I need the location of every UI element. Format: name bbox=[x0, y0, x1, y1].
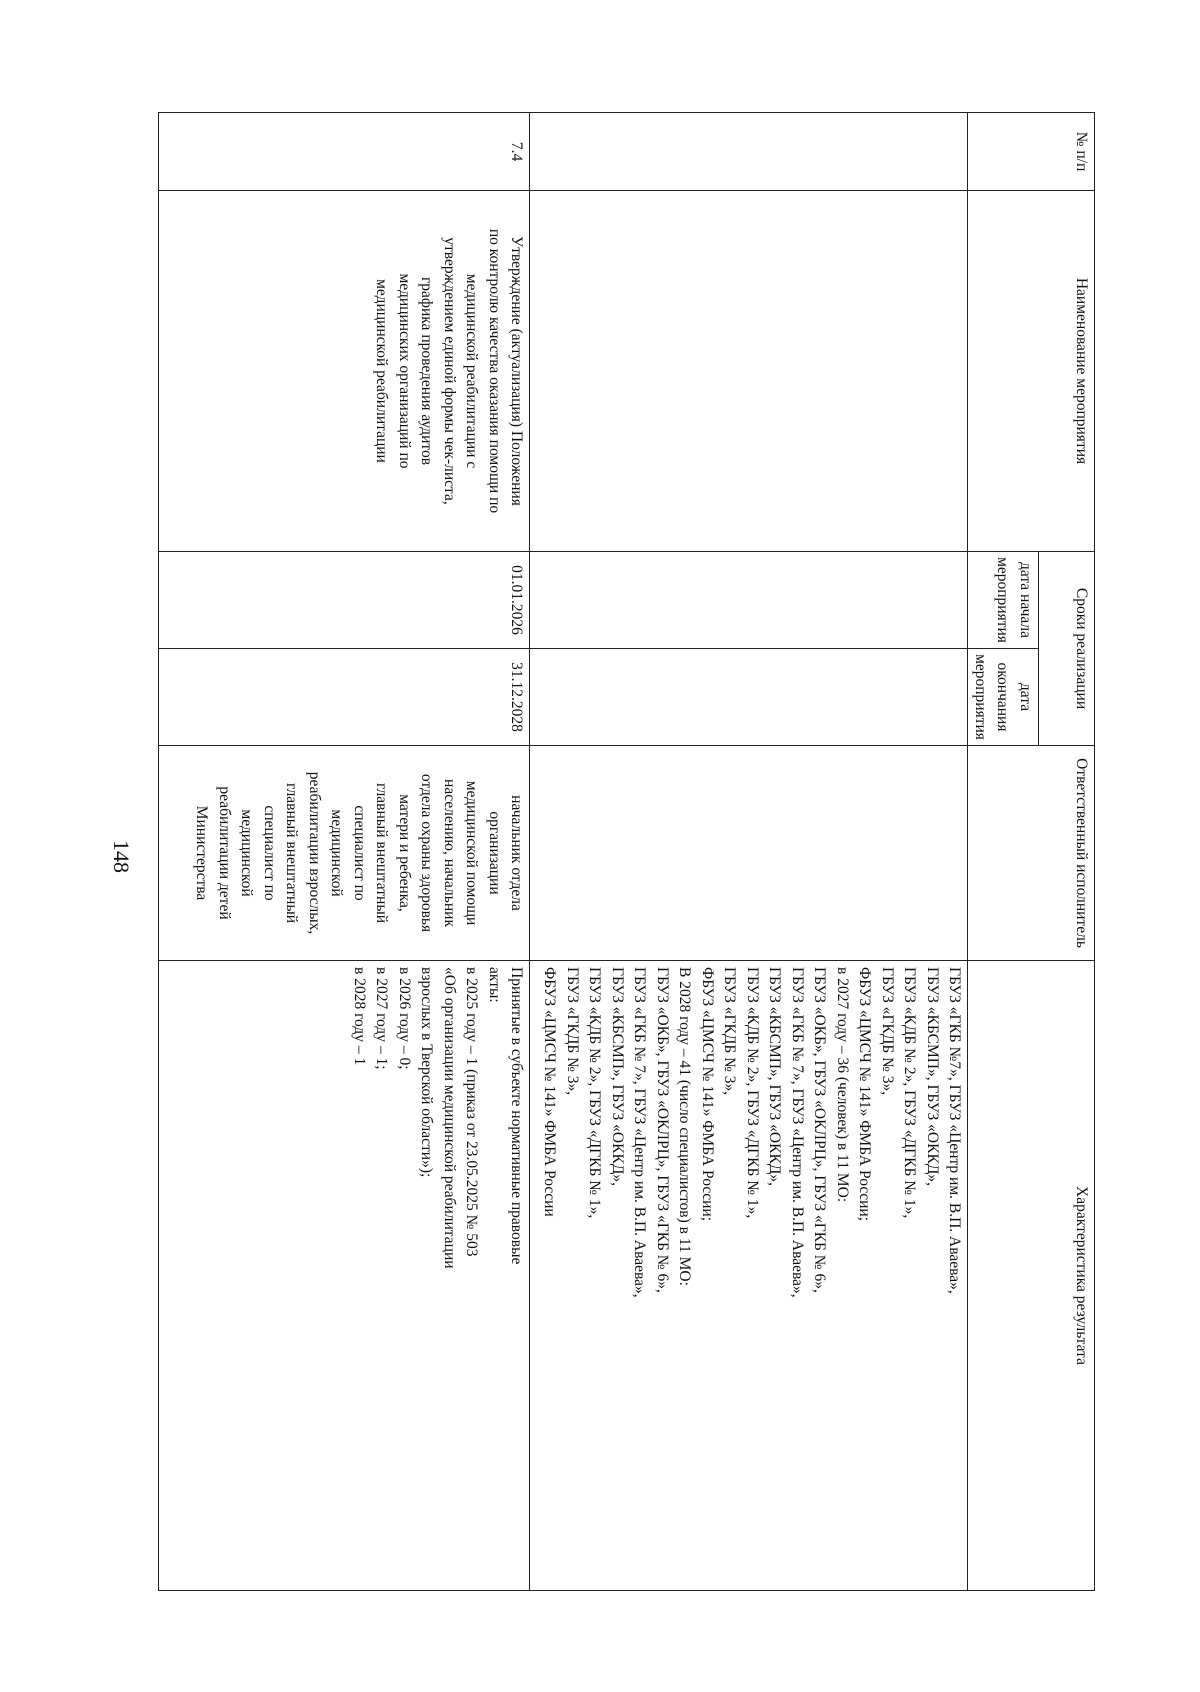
row-name bbox=[530, 191, 968, 552]
header-start-date: дата начала мероприятия bbox=[968, 552, 1039, 649]
header-responsible: Ответственный исполнитель bbox=[968, 746, 1095, 961]
table-row bbox=[530, 113, 968, 1591]
row-num bbox=[530, 113, 968, 191]
plan-table bbox=[159, 112, 1096, 1591]
page-number: 148 bbox=[109, 840, 134, 873]
row-end-date bbox=[530, 649, 968, 746]
row-name: Утверждение (актуализация) Положения по контролю качества оказания помощи по медицинской реабилитации с утверждением единой формы чек-листа, графика проведения аудитов медицинских организаций по медицинской реабилитации bbox=[159, 191, 530, 552]
header-end-date: дата окончания мероприятия bbox=[968, 649, 1039, 746]
row-start-date: 01.01.2026 bbox=[159, 552, 530, 649]
header-num: № п/п bbox=[968, 113, 1095, 191]
plan-table-rotated bbox=[174, 112, 1095, 1590]
header-result: Характеристика результата bbox=[968, 961, 1095, 1591]
row-result: ГБУЗ «ГКБ №7», ГБУЗ «Центр им. В.П. Аваева», ГБУЗ «КБСМП», ГБУЗ «ОККД», ГБУЗ «КДБ № 2», ГБУЗ «ДГКБ № 1», ГБУЗ «ГКДБ № 3», ФБУЗ «ЦМСЧ № 141» ФМБА России; в 2027 году – 36 (человек) в 11 МО: ГБУЗ «ОКБ», ГБУЗ «ОКЛРЦ», ГБУЗ «ГКБ № 6», ГБУЗ «ГКБ № 7», ГБУЗ «Центр им. В.П. Аваева», ГБУЗ «КБСМП», ГБУЗ «ОККД», ГБУЗ «КДБ № 2», ГБУЗ «ДГКБ № 1», ГБУЗ «ГКДБ № 3», ФБУЗ «ЦМСЧ № 141» ФМБА России; В 2028 году – 41 (число специалистов) в 11 МО: ГБУЗ «ОКБ», ГБУЗ «ОКЛРЦ», ГБУЗ «ГКБ № 6», ГБУЗ «ГКБ № 7», ГБУЗ «Центр им. В.П. Аваева», ГБУЗ «КБСМП», ГБУЗ «ОККД», ГБУЗ «КДБ № 2», ГБУЗ «ДГКБ № 1», ГБУЗ «ГКДБ № 3», ФБУЗ «ЦМСЧ № 141» ФМБА России bbox=[530, 961, 968, 1591]
row-responsible: начальник отдела организации медицинской помощи населению, начальник отдела охраны здоровья матери и ребенка, главный внештатный специалист по медицинской реабилитации взрослых, главный внештатный специалист по медицинской реабилитации детей Министерства bbox=[159, 746, 530, 961]
header-terms: Сроки реализации bbox=[1039, 552, 1095, 746]
row-responsible bbox=[530, 746, 968, 961]
table-row bbox=[159, 113, 530, 1591]
row-end-date: 31.12.2028 bbox=[159, 649, 530, 746]
row-num: 7.4 bbox=[159, 113, 530, 191]
row-start-date bbox=[530, 552, 968, 649]
header-name: Наименование мероприятия bbox=[968, 191, 1095, 552]
row-result: Принятые в субъекте нормативные правовые акты: в 2025 году – 1 (приказ от 23.05.2025 № 503 «Об организации медицинской реабилитации взрослых в Тверской области»); в 2026 году – 0; в 2027 году – 1; в 2028 году – 1 bbox=[159, 961, 530, 1591]
